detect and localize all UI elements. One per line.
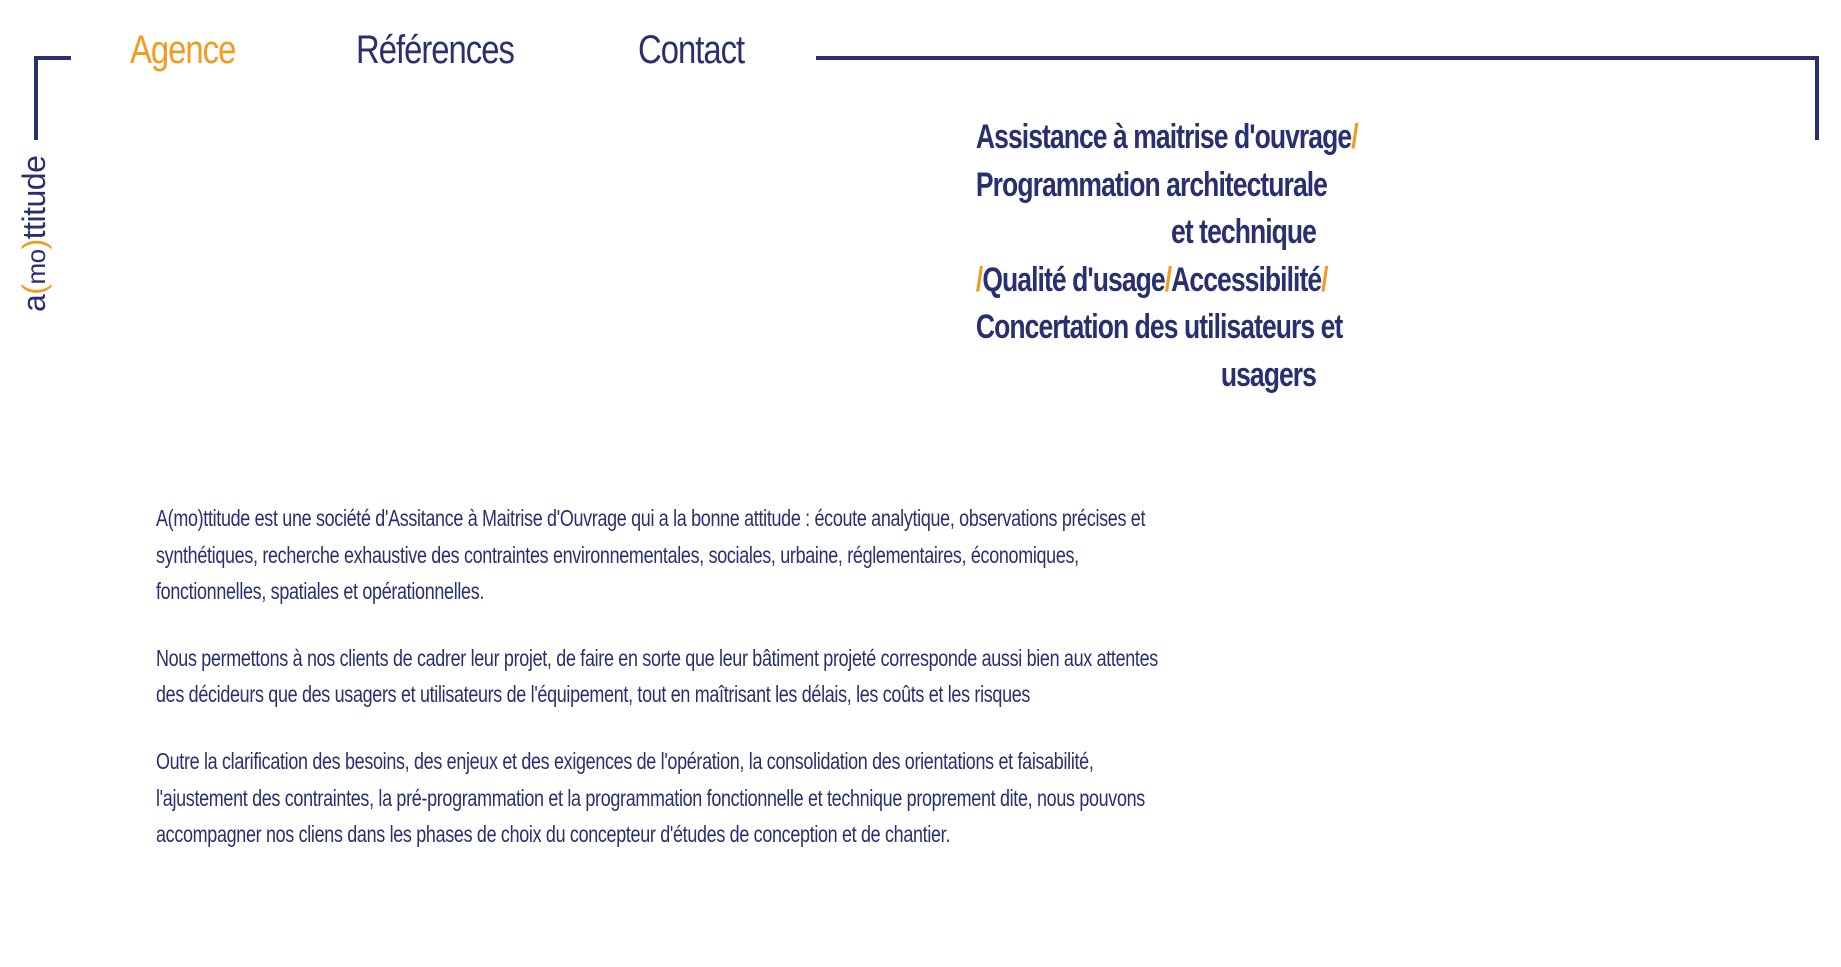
service-amo: Assistance à maitrise d'ouvrage	[975, 118, 1352, 156]
paragraph-intro: A(mo)ttitude est une société d'Assitance à Maitrise d'Ouvrage qui a la bonne attitude : écoute analytique, observations précises et synthétiques, recherche exhaustive des contraintes environnementales, sociales, urbaine, réglementaires, économiques, fonctionnelles, spatiales et opérationnelles.	[156, 505, 1146, 605]
logo-mo: mo	[21, 249, 51, 285]
slash-separator: /	[1321, 260, 1328, 299]
slash-separator: /	[975, 260, 983, 299]
paragraph-clients: Nous permettons à nos clients de cadrer leur projet, de faire en sorte que leur bâtiment projeté corresponde aussi bien aux attentes des décideurs que des usagers et utilisateurs de l'équipement, tout en maîtrisant les délais, les coûts et les risques	[156, 644, 1158, 708]
logo-suffix: ttitude	[16, 155, 52, 240]
paragraph-services: Outre la clarification des besoins, des enjeux et des exigences de l'opération, la consolidation des orientations et faisabilité, l'ajustement des contraintes, la pré-programmation et la programmation fonctionnelle et technique proprement dite, nous pouvons accompagner nos cliens dans les phases de choix du concepteur d'études de conception et de chantier.	[156, 747, 1145, 848]
service-qualite-usage: Qualité d'usage	[982, 260, 1165, 299]
nav-item-references[interactable]: Références	[356, 28, 514, 72]
services-list	[880, 114, 1358, 399]
service-concertation-cont: usagers	[1220, 355, 1316, 394]
agency-description	[156, 500, 1176, 883]
service-programmation: Programmation architecturale	[975, 165, 1328, 204]
service-programmation-cont: et technique	[1171, 213, 1316, 251]
frame-line-right	[1815, 56, 1819, 140]
site-logo[interactable]	[16, 156, 53, 312]
frame-line-top-right	[816, 56, 1819, 60]
service-concertation: Concertation des utilisateurs et	[975, 308, 1343, 346]
frame-line-top-left	[34, 56, 71, 60]
nav-item-agence[interactable]: Agence	[130, 28, 236, 72]
service-line-1	[975, 114, 1358, 162]
frame-line-left	[34, 56, 38, 140]
slash-separator: /	[1164, 260, 1172, 299]
logo-paren-close: )	[16, 239, 52, 250]
nav-item-contact[interactable]: Contact	[638, 28, 745, 72]
logo-paren-open: (	[16, 284, 52, 295]
service-line-4	[975, 257, 1328, 305]
logo-prefix: a	[16, 294, 52, 312]
slash-separator: /	[1351, 118, 1358, 156]
service-accessibilite: Accessibilité	[1171, 260, 1322, 299]
